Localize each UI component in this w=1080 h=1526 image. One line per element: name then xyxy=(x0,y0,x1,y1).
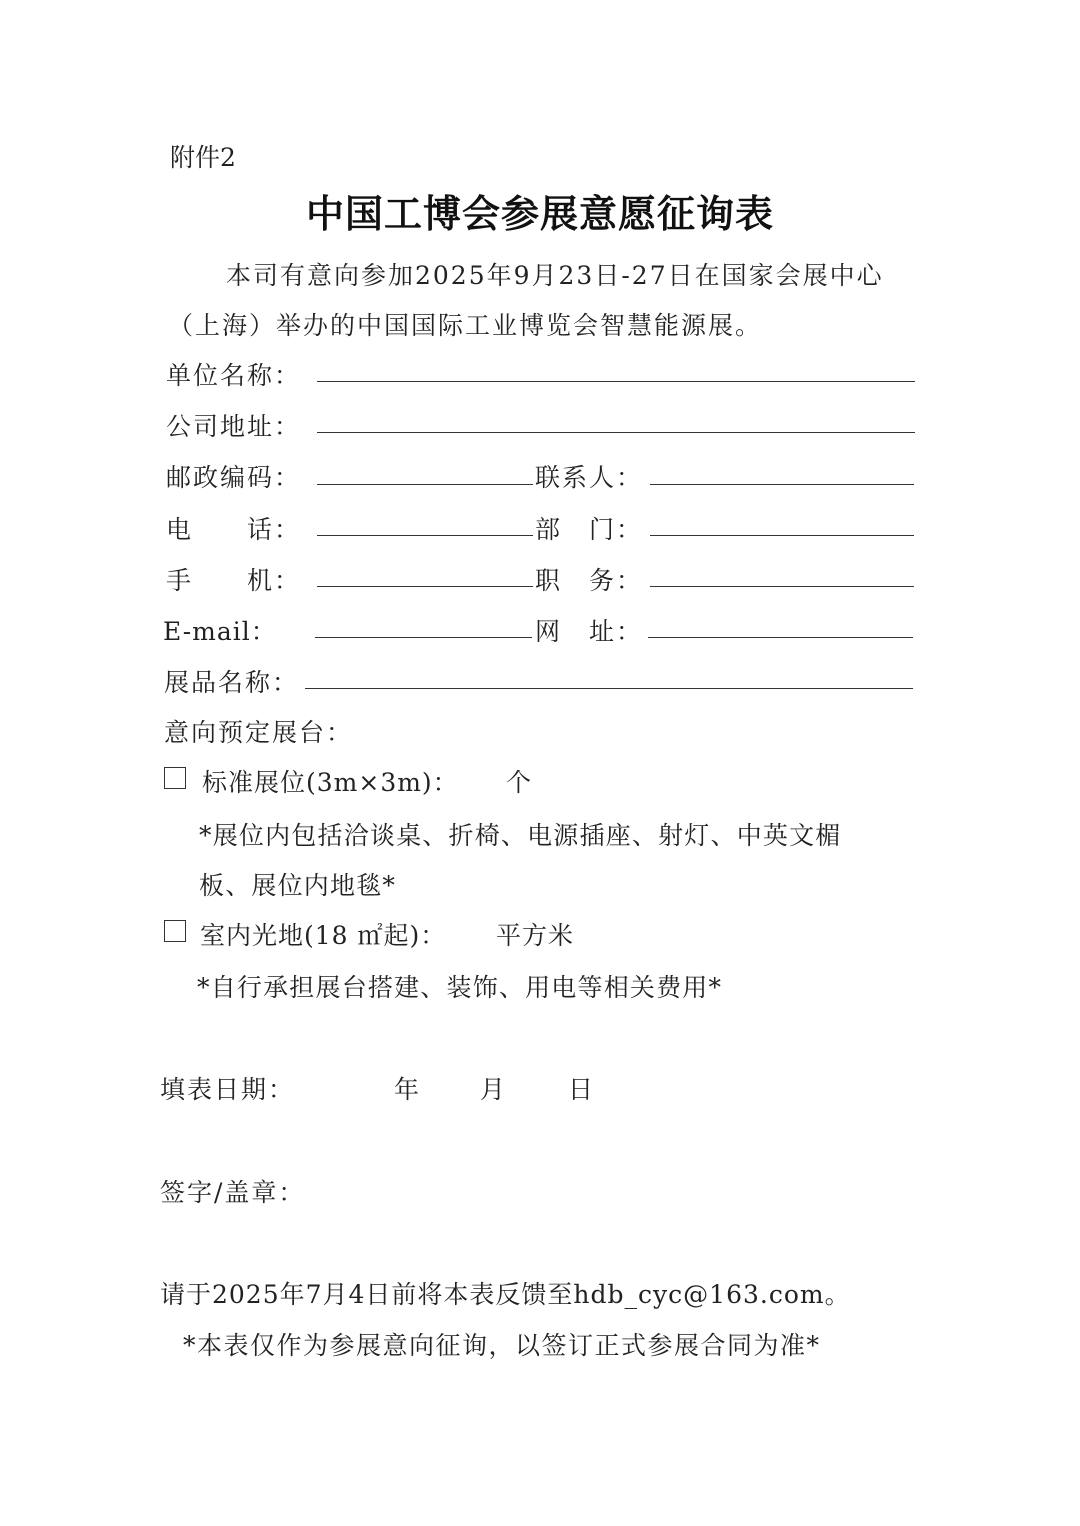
date-year: 年 xyxy=(394,1075,421,1104)
standard-booth-checkbox[interactable] xyxy=(164,767,186,789)
intro-line-1: 本司有意向参加2025年9月23日-27日在国家会展中心 xyxy=(226,261,884,290)
intro-line-2: （上海）举办的中国国际工业博览会智慧能源展。 xyxy=(168,311,763,340)
attachment-label: 附件2 xyxy=(170,143,236,172)
raw-space-note: *自行承担展台搭建、装饰、用电等相关费用* xyxy=(197,973,723,1002)
disclaimer-note: *本表仅作为参展意向征询，以签订正式参展合同为准* xyxy=(183,1331,821,1360)
company-name-field[interactable] xyxy=(317,381,915,382)
position-label: 职 务： xyxy=(535,566,644,595)
website-field[interactable] xyxy=(648,637,913,638)
date-day: 日 xyxy=(568,1075,595,1104)
standard-booth-label: 标准展位(3m×3m)： xyxy=(202,768,459,797)
email-label: E-mail： xyxy=(163,617,277,646)
standard-booth-note-1: *展位内包括洽谈桌、折椅、电源插座、射灯、中英文楣 xyxy=(199,821,842,850)
mobile-label: 手 机： xyxy=(166,566,302,595)
company-address-field[interactable] xyxy=(317,432,915,433)
mobile-field[interactable] xyxy=(317,586,533,587)
deadline-note: 请于2025年7月4日前将本表反馈至hdb_cyc@163.com。 xyxy=(160,1280,851,1309)
raw-space-label: 室内光地(18 ㎡起)： xyxy=(200,921,447,950)
signature-label: 签字/盖章： xyxy=(160,1178,306,1207)
date-label: 填表日期： xyxy=(160,1075,296,1104)
standard-booth-unit: 个 xyxy=(506,768,533,797)
website-label: 网 址： xyxy=(535,617,644,646)
raw-space-unit: 平方米 xyxy=(496,921,575,950)
booth-heading: 意向预定展台： xyxy=(164,718,354,747)
product-name-field[interactable] xyxy=(305,688,913,689)
email-field[interactable] xyxy=(315,637,532,638)
product-name-label: 展品名称： xyxy=(164,668,300,697)
phone-field[interactable] xyxy=(317,535,533,536)
postcode-field[interactable] xyxy=(317,484,533,485)
postcode-label: 邮政编码： xyxy=(166,463,302,492)
phone-label: 电 话： xyxy=(166,515,302,544)
position-field[interactable] xyxy=(650,586,914,587)
page-title: 中国工博会参展意愿征询表 xyxy=(305,191,774,236)
company-address-label: 公司地址： xyxy=(166,412,302,441)
standard-booth-note-2: 板、展位内地毯* xyxy=(199,871,397,900)
date-month: 月 xyxy=(480,1075,507,1104)
raw-space-checkbox[interactable] xyxy=(164,920,186,942)
contact-label: 联系人： xyxy=(535,463,644,492)
department-label: 部 门： xyxy=(535,515,644,544)
company-name-label: 单位名称： xyxy=(166,361,302,390)
department-field[interactable] xyxy=(650,535,914,536)
contact-field[interactable] xyxy=(650,484,914,485)
